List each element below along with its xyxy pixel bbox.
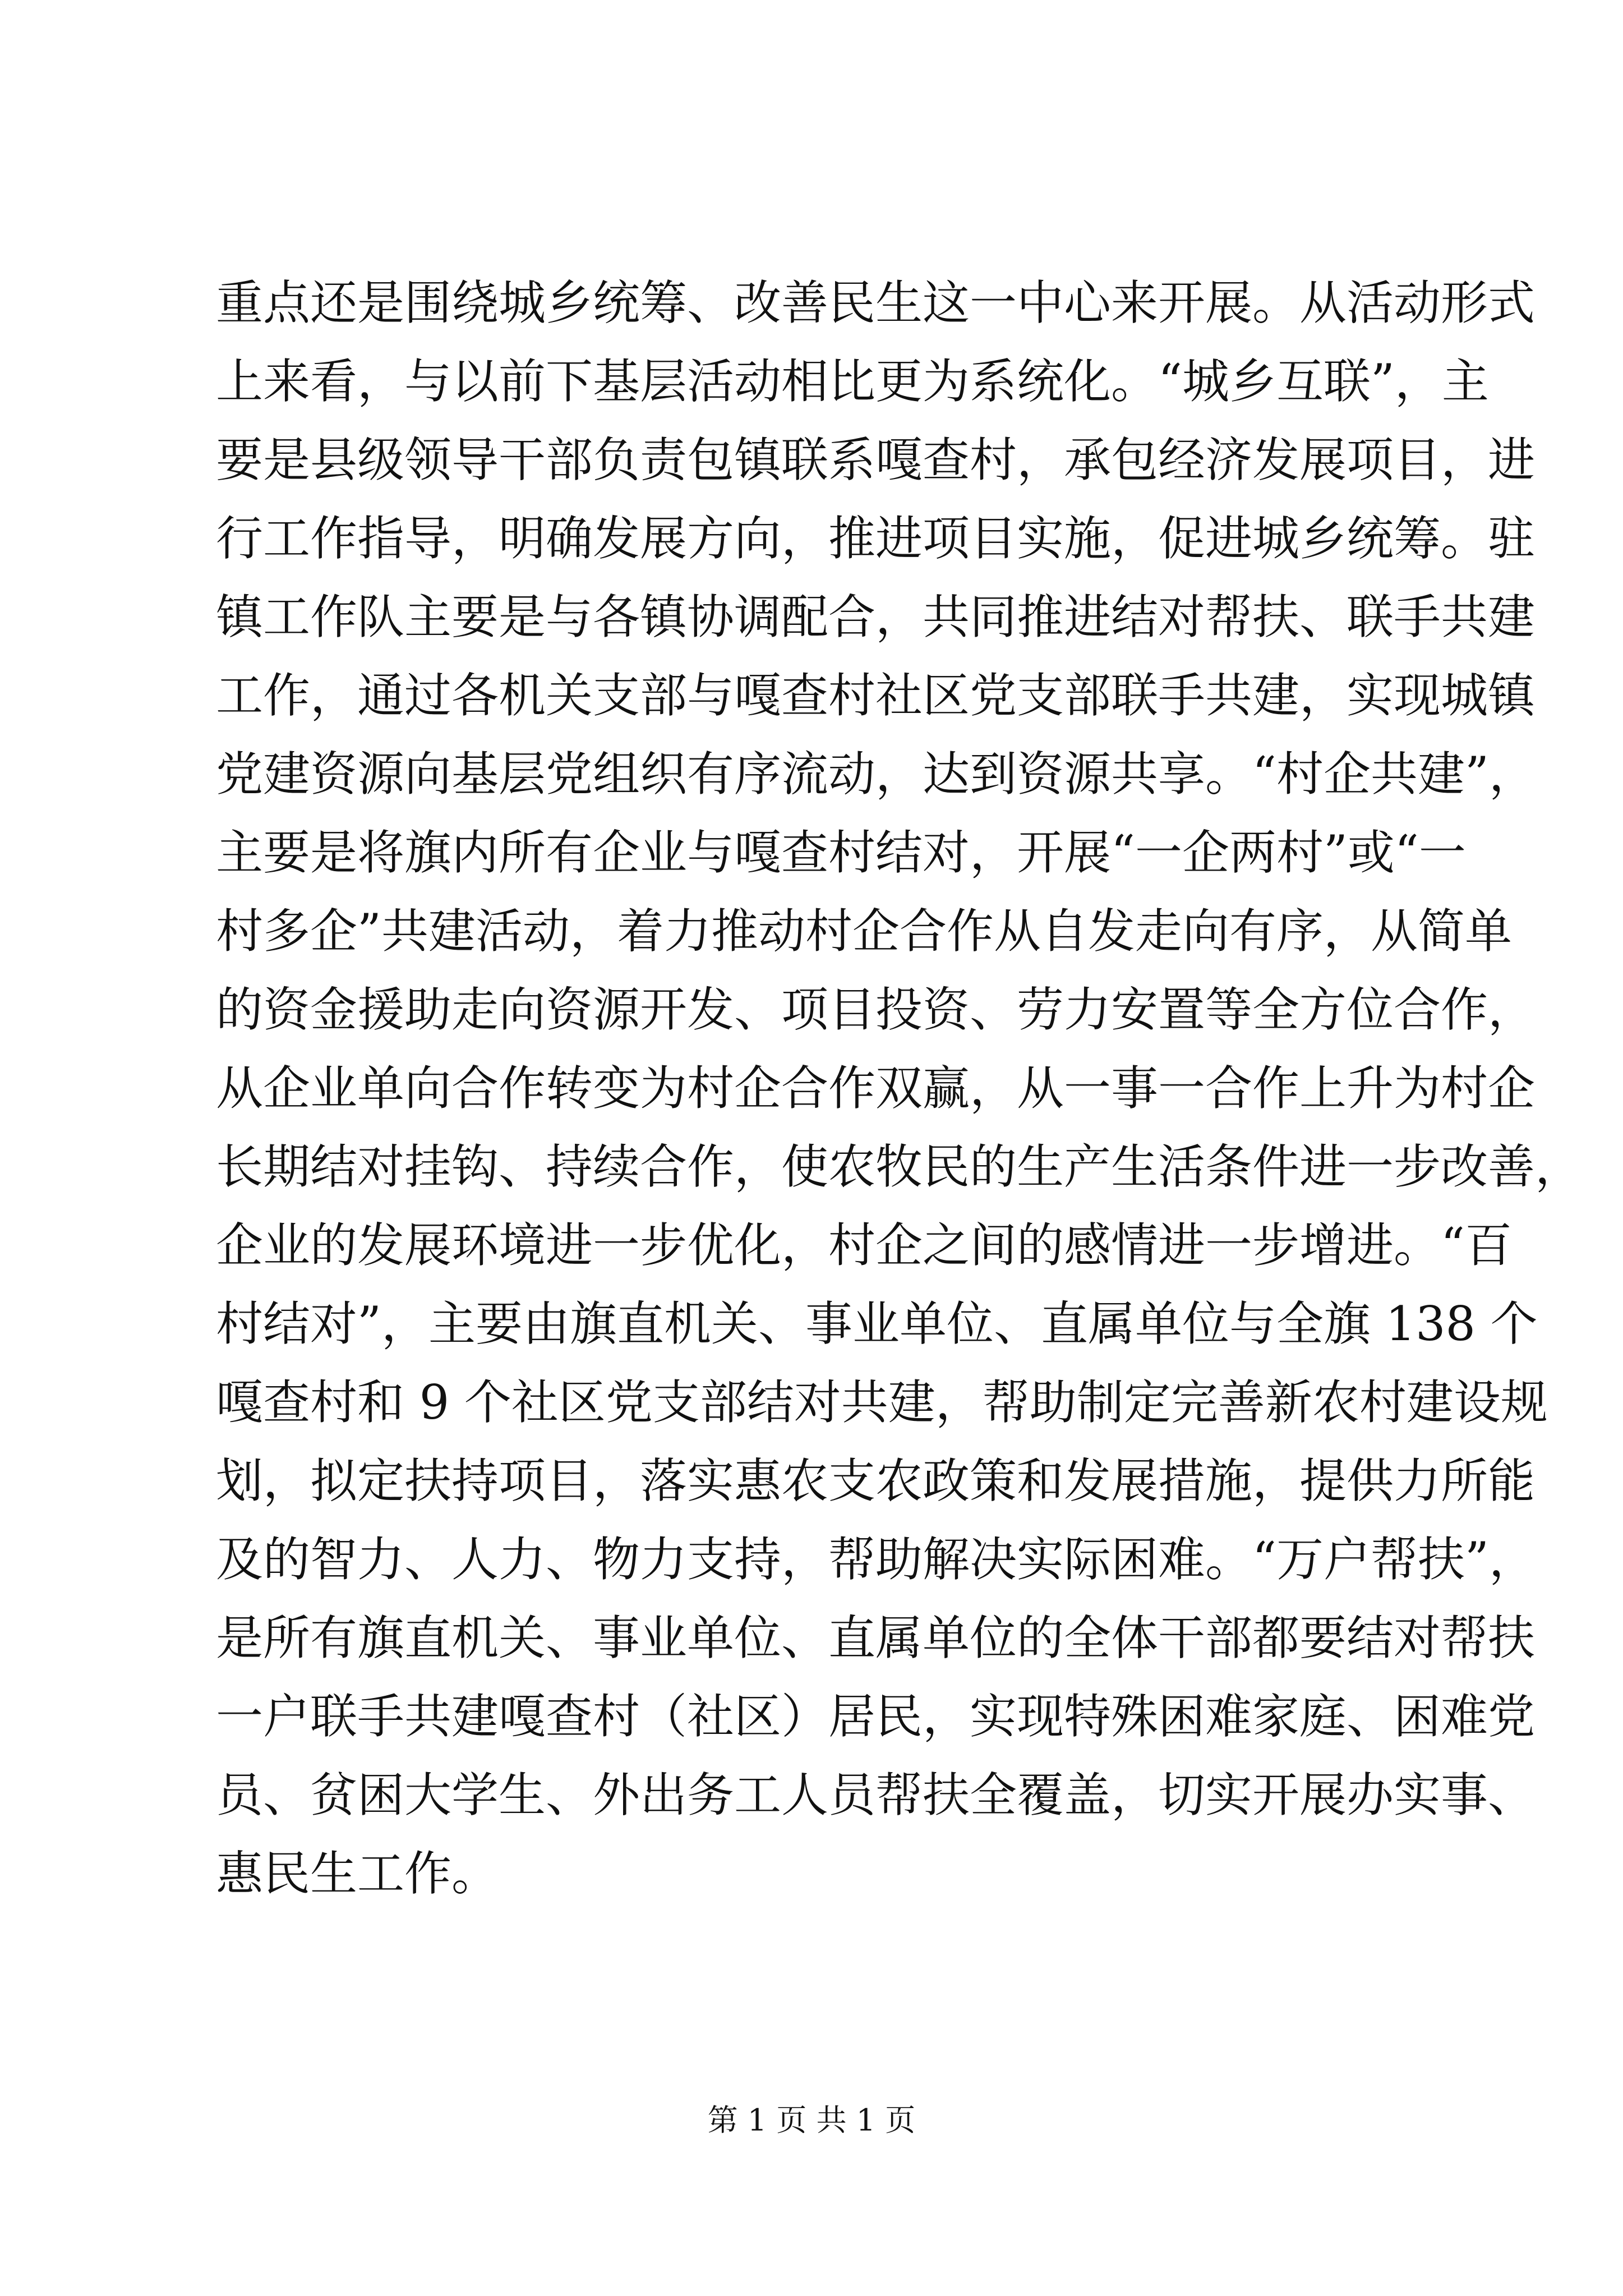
text-line: 划，拟定扶持项目，落实惠农支农政策和发展措施，提供力所能: [216, 1453, 1536, 1508]
text-line: 惠民生工作。: [216, 1846, 499, 1901]
text-line: 长期结对挂钩、持续合作，使农牧民的生产生活条件进一步改善，: [216, 1139, 1583, 1194]
body-paragraph: [216, 264, 1583, 1913]
text-line: 嘎查村和 9 个社区党支部结对共建，帮助制定完善新农村建设规: [216, 1375, 1548, 1430]
text-line: 一户联手共建嘎查村（社区）居民，实现特殊困难家庭、困难党: [216, 1689, 1536, 1744]
text-line: 党建资源向基层党组织有序流动，达到资源共享。“村企共建”，: [216, 747, 1536, 802]
text-line: 员、贫困大学生、外出务工人员帮扶全覆盖，切实开展办实事、: [216, 1768, 1536, 1823]
text-line: 主要是将旗内所有企业与嘎查村结对，开展“一企两村”或“一: [216, 825, 1466, 880]
page-number-footer: 第 1 页 共 1 页: [707, 2102, 916, 2138]
text-line: 的资金援助走向资源开发、项目投资、劳力安置等全方位合作，: [216, 982, 1536, 1037]
text-line: 重点还是围绕城乡统筹、改善民生这一中心来开展。从活动形式: [216, 275, 1536, 330]
text-line: 工作，通过各机关支部与嘎查村社区党支部联手共建，实现城镇: [216, 668, 1536, 723]
text-line: 村多企”共建活动，着力推动村企合作从自发走向有序，从简单: [216, 904, 1512, 959]
text-line: 是所有旗直机关、事业单位、直属单位的全体干部都要结对帮扶: [216, 1611, 1536, 1665]
text-line: 村结对”，主要由旗直机关、事业单位、直属单位与全旗 138 个: [216, 1296, 1538, 1351]
text-line: 从企业单向合作转变为村企合作双赢，从一事一合作上升为村企: [216, 1061, 1536, 1116]
text-line: 要是县级领导干部负责包镇联系嘎查村，承包经济发展项目，进: [216, 432, 1536, 487]
text-line: 行工作指导，明确发展方向，推进项目实施，促进城乡统筹。驻: [216, 511, 1536, 566]
text-line: 镇工作队主要是与各镇协调配合，共同推进结对帮扶、联手共建: [216, 590, 1536, 645]
text-line: 及的智力、人力、物力支持，帮助解决实际困难。“万户帮扶”，: [216, 1532, 1536, 1587]
text-line: 上来看，与以前下基层活动相比更为系统化。“城乡互联”，主: [216, 354, 1489, 409]
text-line: 企业的发展环境进一步优化，村企之间的感情进一步增进。“百: [216, 1218, 1512, 1273]
